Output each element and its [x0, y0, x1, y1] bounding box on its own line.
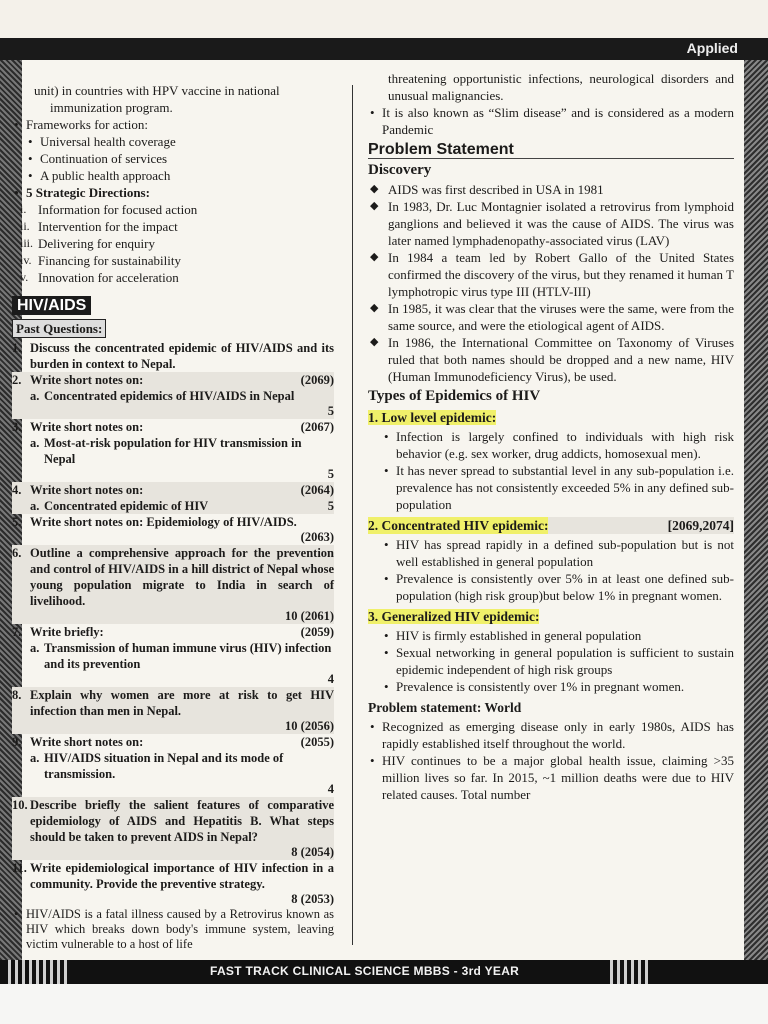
- world-item: • Recognized as emerging disease only in early 1980s, AIDS has rapidly established itself throughout the world.: [368, 718, 734, 752]
- question: 6. Outline a comprehensive approach for the prevention and control of HIV/AIDS in a hill district of Nepal whose young population migrate to India in search of livelihood.: [12, 546, 334, 608]
- past-questions-label: Past Questions:: [12, 319, 106, 338]
- question-sub: a. HIV/AIDS situation in Nepal and its mode of transmission.: [30, 751, 284, 781]
- framework-item: • A public health approach: [12, 167, 334, 184]
- framework-item: • Universal health coverage: [12, 133, 334, 150]
- footer-bar: [0, 960, 768, 984]
- intro-line-2: immunization program.: [50, 100, 173, 115]
- footer-text: FAST TRACK CLINICAL SCIENCE MBBS - 3rd YEAR: [210, 964, 520, 978]
- strategic-item: v. Innovation for acceleration: [20, 270, 179, 285]
- question: 10. Describe briefly the salient features of comparative epidemiology of AIDS and Hepatitis B. What steps should be taken to prevent AIDS in Nepal?: [12, 798, 334, 844]
- column-divider: [352, 85, 353, 945]
- question-year: 8 (2054): [12, 845, 334, 860]
- question: 7. Write briefly: (2059): [12, 625, 334, 639]
- discovery-item: ◆ AIDS was first described in USA in 1981: [368, 181, 734, 198]
- types-heading: Types of Epidemics of HIV: [368, 388, 541, 404]
- question-sub: a. Concentrated epidemics of HIV/AIDS in Nepal: [12, 388, 334, 404]
- question-sub: a. Concentrated epidemic of HIV 5: [12, 498, 334, 514]
- question-marks: 5: [327, 467, 334, 481]
- question: 4. Write short notes on: (2064): [12, 483, 334, 497]
- question: 5. Write short notes on: Epidemiology of HIV/AIDS.: [12, 515, 297, 529]
- generalized-heading: 3. Generalized HIV epidemic:: [368, 609, 540, 624]
- generalized-item: • HIV is firmly established in general population: [368, 627, 734, 644]
- discovery-item: ◆ In 1986, the International Committee on Taxonomy of Viruses ruled that both names should be dropped and a new name, HIV (Human Immunodeficiency Virus), be used.: [368, 334, 734, 385]
- question-marks: 4: [327, 782, 334, 796]
- concentrated-item: • Prevalence is consistently over 5% in at least one defined sub-population (high risk group)but below 1% in pregnant women.: [368, 570, 734, 604]
- bottom-margin: [0, 984, 768, 1024]
- concentrated-heading: 2. Concentrated HIV epidemic: [2069,2074]: [368, 518, 734, 533]
- question: 8. Explain why women are more at risk to get HIV infection than men in Nepal.: [12, 688, 334, 718]
- right-column: [368, 70, 734, 803]
- strategic-item: ii. Intervention for the impact: [20, 219, 178, 234]
- strategic-item: iii. Delivering for enquiry: [20, 236, 155, 251]
- question-sub: a. Most-at-risk population for HIV transmission in Nepal: [30, 436, 302, 466]
- footer-bars-right: [610, 960, 650, 984]
- question: 3. Write short notes on: (2067): [12, 420, 334, 434]
- right-edge-pattern: [744, 60, 768, 960]
- discovery-heading: Discovery: [368, 162, 432, 178]
- low-level-item: • Infection is largely confined to individuals with high risk behavior (e.g. sex worker, drug addicts, homosexual men).: [368, 428, 734, 462]
- strategic-item: i. Information for focused action: [20, 202, 198, 217]
- section-title: HIV/AIDS: [12, 296, 91, 315]
- question-year: 10 (2056): [12, 719, 334, 734]
- question-year: 10 (2061): [12, 609, 334, 624]
- discovery-item: ◆ In 1984 a team led by Robert Gallo of the United States confirmed the discovery of the virus, but they renamed it human T lymphotropic virus type III (HTLV-III): [368, 249, 734, 300]
- low-level-heading: 1. Low level epidemic:: [368, 410, 497, 425]
- continued-text: threatening opportunistic infections, neurological disorders and unusual malignancies.: [388, 71, 734, 103]
- world-item: • HIV continues to be a major global health issue, claiming >35 million lives so far. In 2015, ~1 million deaths were due to HIV related causes. Total number: [368, 752, 734, 803]
- intro-line-1: unit) in countries with HPV vaccine in national: [34, 83, 280, 98]
- discovery-item: ◆ In 1985, it was clear that the viruses were the same, were from the same source, and were the etiological agent of AIDS.: [368, 300, 734, 334]
- top-bar: [0, 38, 768, 60]
- question-marks: 5: [12, 404, 334, 419]
- strategic-title: • 5 Strategic Directions:: [12, 184, 334, 201]
- question: 11. Write epidemiological importance of HIV infection in a community. Provide the preventive strategy.: [12, 861, 334, 891]
- hiv-definition: • HIV/AIDS is a fatal illness caused by a Retrovirus known as HIV which breaks down body's immune system, leaving victim vulnerable to a host of life: [12, 907, 334, 952]
- discovery-item: ◆ In 1983, Dr. Luc Montagnier isolated a retrovirus from lymphoid ganglions and believed it was the cause of AIDS. The virus was later named lymphadenopathy-associated virus (LAV): [368, 198, 734, 249]
- question: 2. Write short notes on: (2069): [12, 373, 334, 387]
- problem-statement-heading: Problem Statement: [368, 141, 734, 159]
- concentrated-item: • HIV has spread rapidly in a defined sub-population but is not well established in general population: [368, 536, 734, 570]
- footer-bars-left: [8, 960, 68, 984]
- question-sub: a. Transmission of human immune virus (HIV) infection and its prevention: [30, 641, 332, 671]
- framework-item: • Continuation of services: [12, 150, 334, 167]
- question-marks: 4: [327, 672, 334, 686]
- strategic-item: iv. Financing for sustainability: [20, 253, 181, 268]
- slim-disease-note: • It is also known as “Slim disease” and is considered as a modern Pandemic: [368, 104, 734, 138]
- frameworks-title: • Frameworks for action:: [12, 116, 334, 133]
- running-title: Applied: [686, 40, 738, 56]
- question-year: 8 (2053): [291, 892, 334, 906]
- question-year: (2063): [300, 530, 334, 544]
- left-column: [12, 82, 334, 952]
- question: 1. Discuss the concentrated epidemic of HIV/AIDS and its burden in context to Nepal.: [12, 341, 334, 371]
- generalized-item: • Prevalence is consistently over 1% in pregnant women.: [368, 678, 734, 695]
- world-heading: Problem statement: World: [368, 700, 522, 715]
- low-level-item: • It has never spread to substantial level in any sub-population i.e. prevalence has not consistently exceeded 5% in any defined sub-population: [368, 462, 734, 513]
- generalized-item: • Sexual networking in general population is sufficient to sustain epidemic independent of high risk groups: [368, 644, 734, 678]
- question: 9. Write short notes on: (2055): [12, 735, 334, 749]
